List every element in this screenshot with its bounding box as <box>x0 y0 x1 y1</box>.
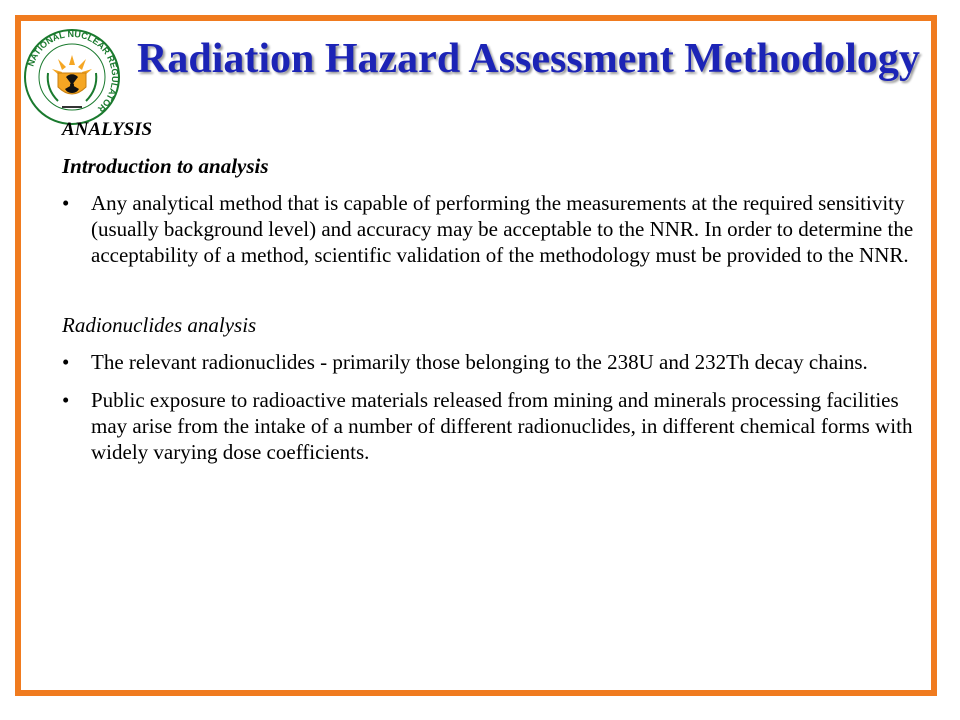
radionuclides-bullet-1 <box>62 349 922 375</box>
radionuclides-bullet-list <box>62 349 922 465</box>
nnr-logo <box>22 27 122 127</box>
bullet-icon: • <box>62 388 70 413</box>
intro-bullet-1 <box>62 190 922 268</box>
intro-bullet-1-text: Any analytical method that is capable of performing the measurements at the required sensitivity (usually background level) and accuracy may be acceptable to the NNR. In order to determine the acceptability of a method, scientific validation of the methodology must be provided to the NNR. <box>91 190 914 267</box>
bullet-icon: • <box>62 190 70 215</box>
radionuclides-bullet-2 <box>62 387 922 465</box>
radionuclides-bullet-2-text: Public exposure to radioactive materials released from mining and minerals processing facilities may arise from the intake of a number of different radionuclides, in different chemical forms with widely varying dose coefficients. <box>91 388 913 465</box>
radionuclides-heading: Radionuclides analysis <box>62 312 257 337</box>
intro-heading: Introduction to analysis <box>62 153 269 178</box>
logo-ring-text: NATIONAL NUCLEAR REGULATOR <box>25 28 121 114</box>
intro-bullet-list <box>62 190 922 268</box>
slide-body <box>62 118 922 465</box>
bullet-icon: • <box>62 350 70 375</box>
radionuclides-bullet-1-text: The relevant radionuclides - primarily those belonging to the 238U and 232Th decay chains. <box>91 350 868 375</box>
slide-title: Radiation Hazard Assessment Methodology <box>137 36 920 82</box>
section-label: ANALYSIS <box>62 119 153 140</box>
